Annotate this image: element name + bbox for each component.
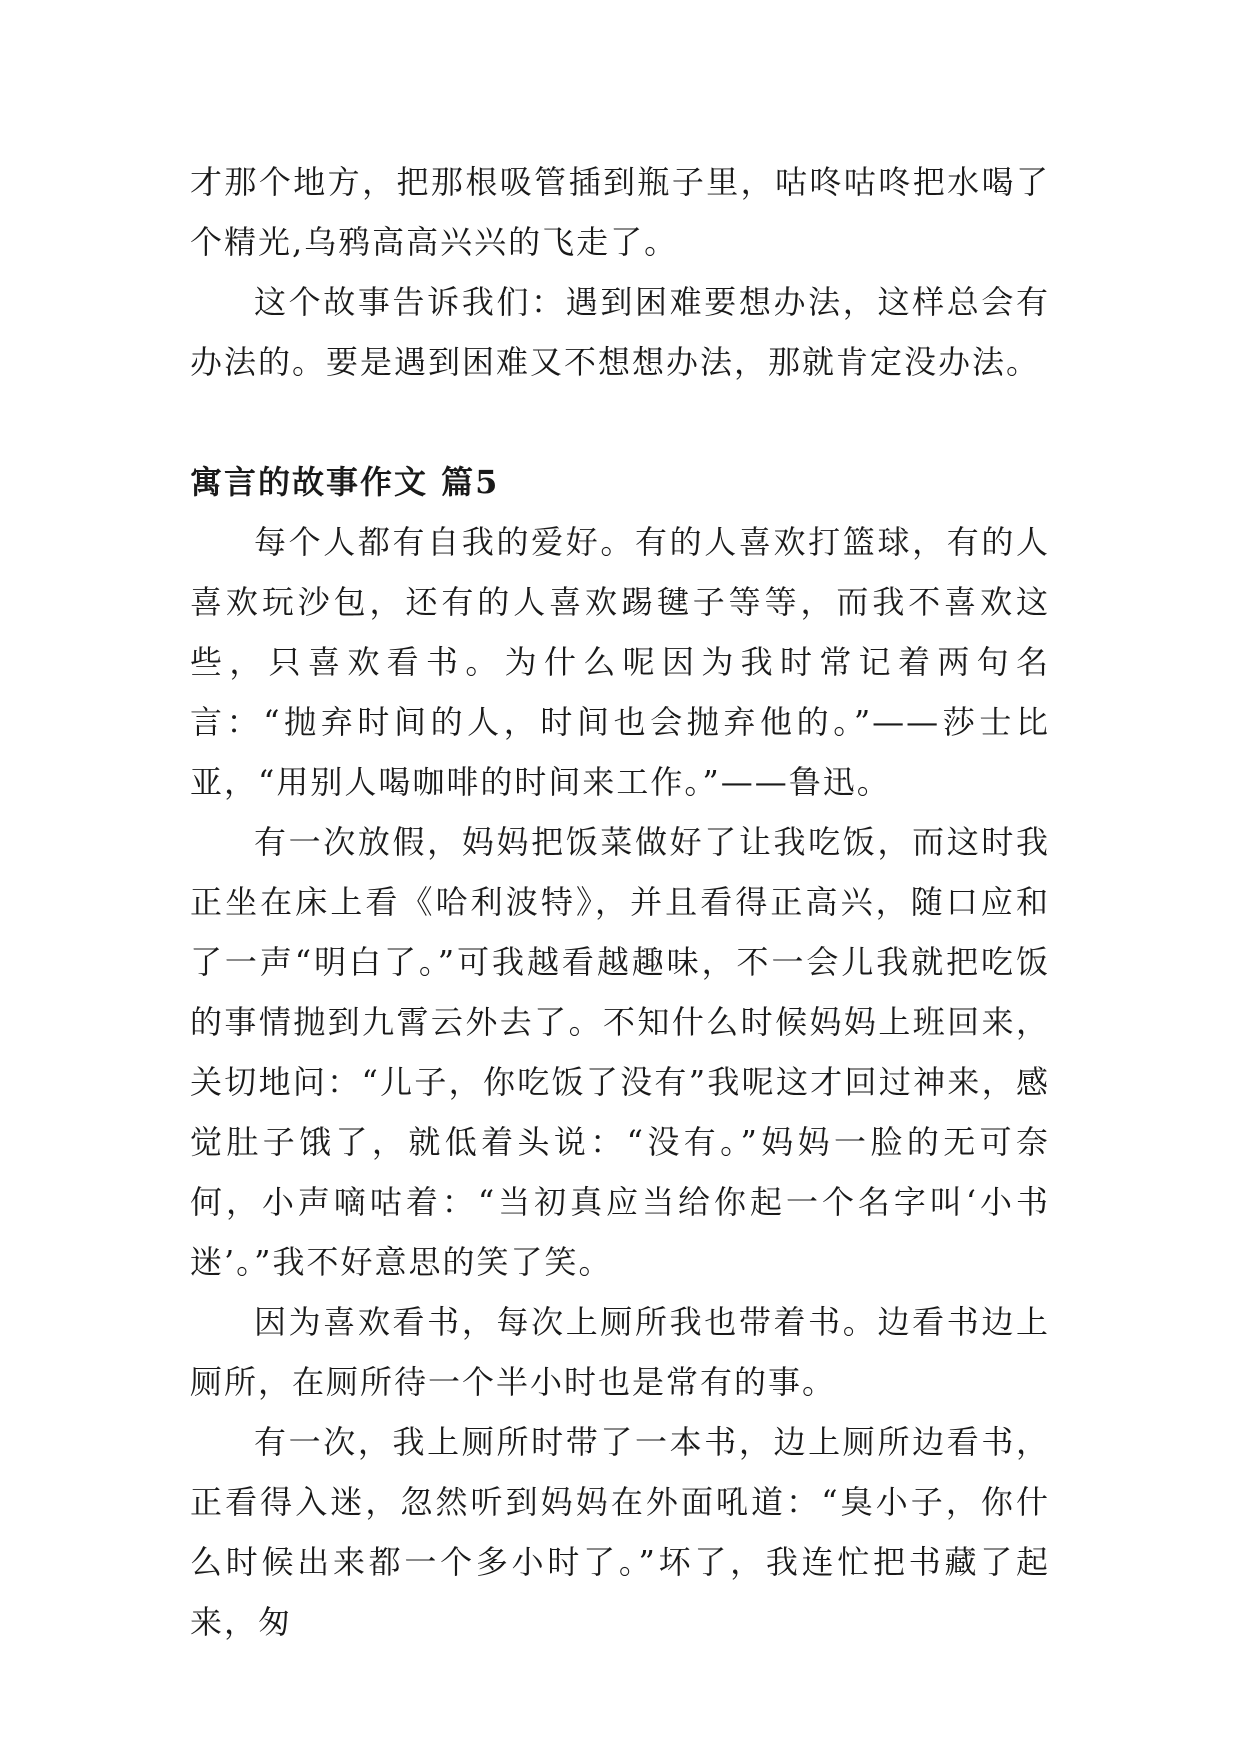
paragraph-crow-ending: 才那个地方，把那根吸管插到瓶子里，咕咚咕咚把水喝了个精光,乌鸦高高兴兴的飞走了。 bbox=[190, 163, 1050, 261]
paragraph-bathroom-reading: 因为喜欢看书，每次上厕所我也带着书。边看书边上厕所，在厕所待一个半小时也是常有的事。 bbox=[190, 1303, 1050, 1401]
paragraph-story-moral: 这个故事告诉我们：遇到困难要想办法，这样总会有办法的。要是遇到困难又不想想办法，那就肯定没办法。 bbox=[190, 283, 1050, 381]
section-title: 寓言的故事作文 篇5 bbox=[190, 463, 500, 501]
paragraph-harry-potter: 有一次放假，妈妈把饭菜做好了让我吃饭，而这时我正坐在床上看《哈利波特》，并且看得正高兴，随口应和了一声“明白了。”可我越看越趣味，不一会儿我就把吃饭的事情抛到九霄云外去了。不知什么时候妈妈上班回来，关切地问：“儿子，你吃饭了没有”我呢这才回过神来，感觉肚子饿了，就低着头说：“没有。”妈妈一脸的无可奈何，小声嘀咕着：“当初真应当给你起一个名字叫‘小书迷’。”我不好意思的笑了笑。 bbox=[190, 823, 1050, 1281]
paragraph-hobbies: 每个人都有自我的爱好。有的人喜欢打篮球，有的人喜欢玩沙包，还有的人喜欢踢毽子等等，而我不喜欢这些，只喜欢看书。为什么呢因为我时常记着两句名言：“抛弃时间的人，时间也会抛弃他的。”——莎士比亚，“用别人喝咖啡的时间来工作。”——鲁迅。 bbox=[190, 523, 1050, 801]
document-body bbox=[190, 152, 1050, 1652]
paragraph-bathroom-story: 有一次，我上厕所时带了一本书，边上厕所边看书，正看得入迷，忽然听到妈妈在外面吼道：“臭小子，你什么时候出来都一个多小时了。”坏了，我连忙把书藏了起来，匆 bbox=[190, 1423, 1050, 1641]
